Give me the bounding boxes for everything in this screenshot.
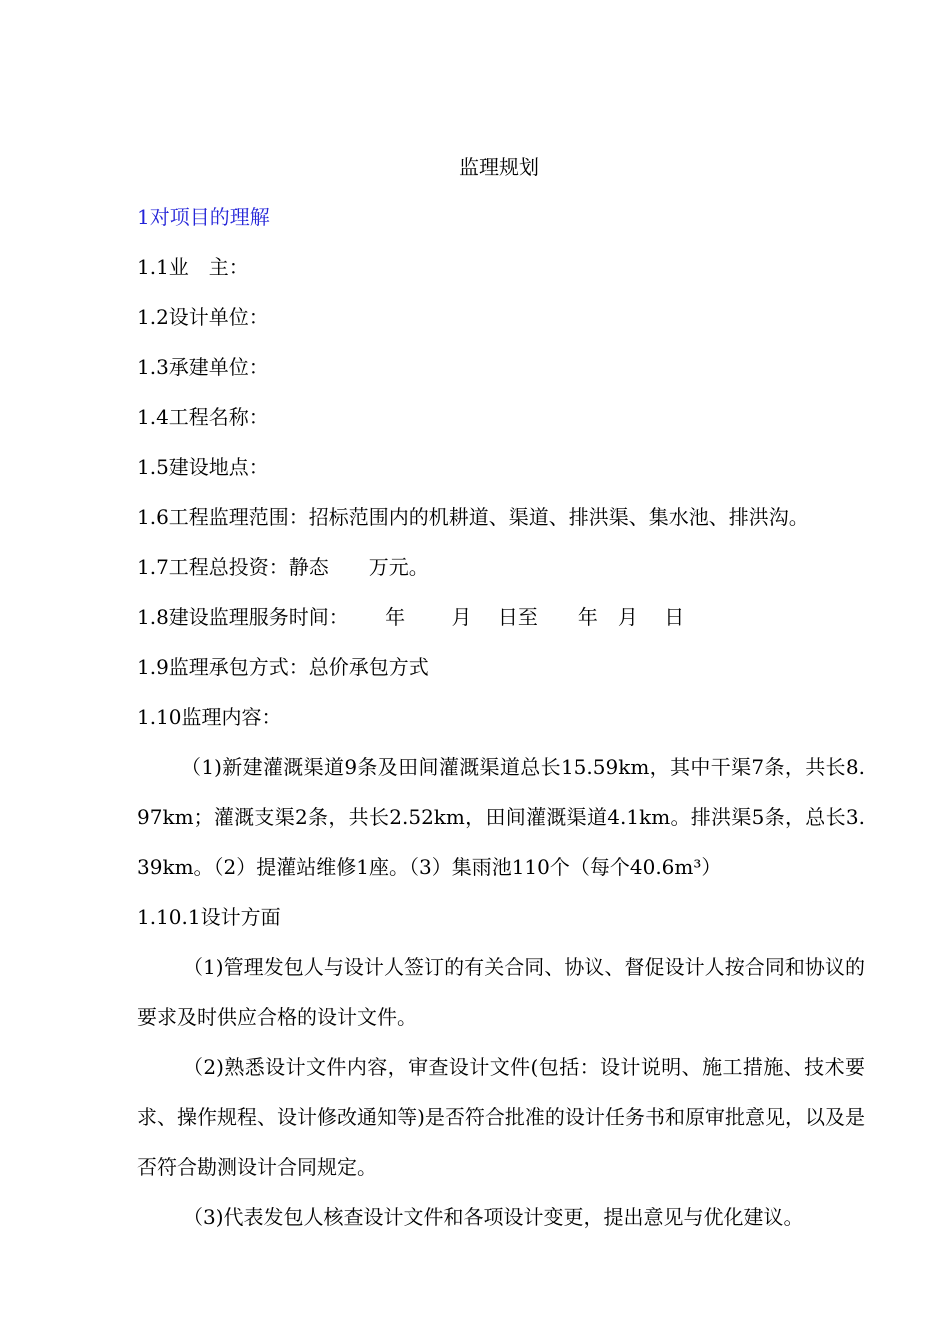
design-point-1: （1)管理发包人与设计人签订的有关合同、协议、督促设计人按合同和协议的要求及时供应合格的设计文件。 — [137, 955, 865, 1029]
item-service-time: 1.8建设监理服务时间： 年 月 日至 年 月 日 — [137, 605, 685, 629]
item-scope: 1.6工程监理范围：招标范围内的机耕道、渠道、排洪渠、集水池、排洪沟。 — [137, 505, 809, 529]
design-point-2: （2)熟悉设计文件内容，审查设计文件(包括：设计说明、施工措施、技术要求、操作规程、设计修改通知等)是否符合批准的设计任务书和原审批意见，以及是否符合勘测设计合同规定。 — [137, 1055, 865, 1179]
item-contract-mode: 1.9监理承包方式：总价承包方式 — [137, 655, 429, 679]
document-title: 监理规划 — [459, 155, 539, 179]
item-location: 1.5建设地点： — [137, 455, 269, 479]
item-investment: 1.7工程总投资：静态 万元。 — [137, 555, 429, 579]
item-content-heading: 1.10监理内容： — [137, 705, 282, 729]
item-contractor: 1.3承建单位： — [137, 355, 269, 379]
section-heading: 1对项目的理解 — [137, 205, 270, 229]
design-point-3: （3)代表发包人核查设计文件和各项设计变更，提出意见与优化建议。 — [183, 1205, 804, 1229]
item-owner: 1.1业 主： — [137, 255, 249, 279]
item-designer: 1.2设计单位： — [137, 305, 269, 329]
content-paragraph: （1)新建灌溉渠道9条及田间灌溉渠道总长15.59km，其中干渠7条，共长8.97km；灌溉支渠2条，共长2.52km，田间灌溉渠道4.1km。排洪渠5条，总长3.39km。（2）提灌站维修1座。（3）集雨池110个（每个40.6m³） — [137, 755, 865, 879]
design-heading: 1.10.1设计方面 — [137, 905, 281, 929]
item-project-name: 1.4工程名称： — [137, 405, 269, 429]
